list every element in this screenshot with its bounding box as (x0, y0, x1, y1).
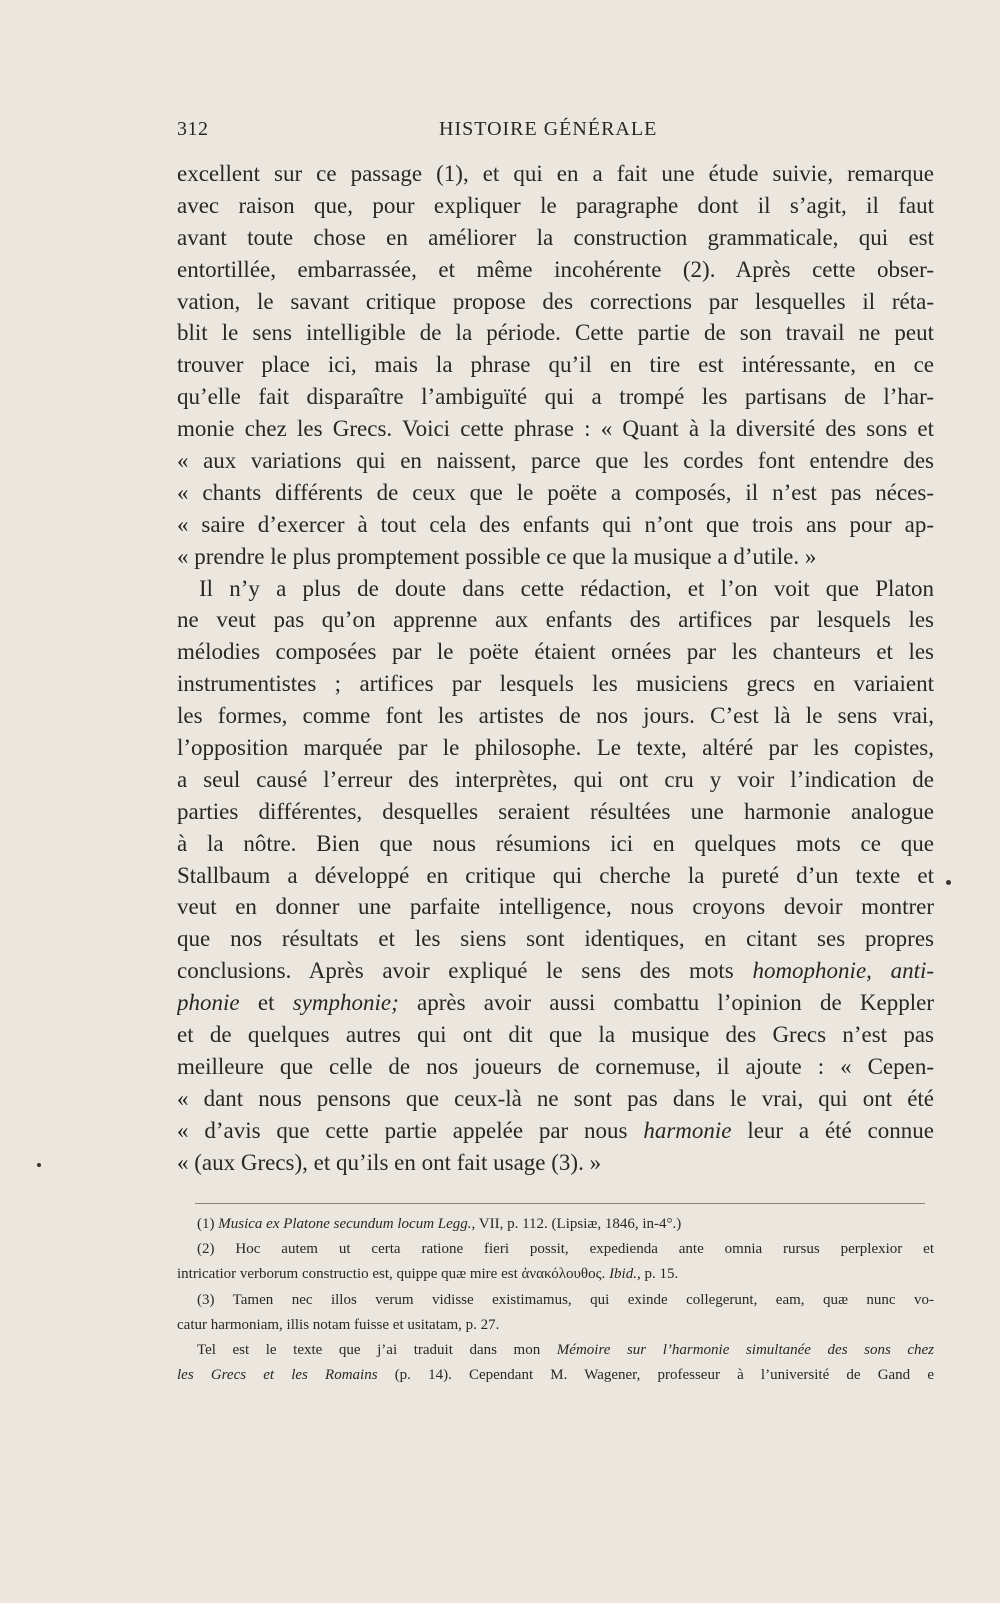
text-line: avant toute chose en améliorer la construction grammaticale, qui est (177, 224, 934, 250)
text-line: Il n’y a plus de doute dans cette rédaction, et l’on voit que Platon (199, 575, 934, 601)
ink-speck (946, 880, 951, 885)
main-text (177, 158, 934, 1179)
italic-term: Mémoire sur l’harmonie simultanée des sons chez (556, 1341, 934, 1358)
text-run: et (257, 990, 275, 1016)
footnote-1 (177, 1212, 934, 1237)
footnote-4-cont (177, 1363, 934, 1388)
running-head: HISTOIRE GÉNÉRALE (439, 118, 658, 140)
text-line: « saire d’exercer à tout cela des enfants qui n’ont que trois ans pour ap- (177, 511, 934, 537)
text-line: excellent sur ce passage (1), et qui en a fait une étude suivie, remarque (177, 161, 934, 186)
text-line: avec raison que, pour expliquer le paragraphe dont il s’agit, il faut (177, 192, 934, 218)
footnote-2: (2) Hoc autem ut certa ratione fieri possit, expedienda ante omnia rursus perplexior et (197, 1241, 934, 1258)
italic-term: les Grecs et les Romains (177, 1367, 378, 1384)
text-line: entortillée, embarrassée, et même incohérente (2). Après cette obser- (177, 256, 934, 282)
text-line: « dant nous pensons que ceux-là ne sont pas dans le vrai, qui ont été (177, 1085, 934, 1111)
text-line: parties différentes, desquelles seraient résultées une harmonie analogue (177, 798, 934, 824)
page-number: 312 (177, 118, 209, 140)
italic-term: Musica ex Platone secundum locum Legg., (218, 1216, 476, 1232)
text-run: « d’avis que cette partie appelée par nous (177, 1117, 628, 1143)
footnote-3-cont: catur harmoniam, illis notam fuisse et usitatam, p. 27. (177, 1316, 500, 1333)
text-line: meilleure que celle de nos joueurs de cornemuse, il ajoute : « Cepen- (177, 1053, 934, 1079)
text-run: intricatior verborum constructio est, quippe quæ mire est ἀνακόλουθος. (177, 1266, 606, 1283)
text-line: ne veut pas qu’on apprenne aux enfants des artifices par lesquels les (177, 607, 934, 633)
footnote-3: (3) Tamen nec illos verum vidisse existimamus, qui exinde collegerunt, eam, quæ nunc vo- (197, 1291, 934, 1308)
ink-speck (37, 1163, 41, 1167)
text-line: blit le sens intelligible de la période. Cette partie de son travail ne peut (177, 320, 934, 346)
italic-term: phonie (177, 990, 240, 1016)
text-run: après avoir aussi combattu l’opinion de Keppler (417, 990, 934, 1016)
text-line: mélodies composées par le poëte étaient ornées par les chanteurs et les (177, 639, 934, 665)
text-line: a seul causé l’erreur des interprètes, qui ont cru y voir l’indication de (177, 766, 934, 792)
text-line: instrumentistes ; artifices par lesquels les musiciens grecs en variaient (177, 671, 934, 697)
text-line: monie chez les Grecs. Voici cette phrase : « Quant à la diversité des sons et (177, 416, 934, 442)
text-line: qu’elle fait disparaître l’ambiguïté qui a trompé les partisans de l’har- (177, 384, 934, 410)
text-line: « aux variations qui en naissent, parce que les cordes font entendre des (177, 448, 934, 474)
footnote-2-cont (177, 1262, 934, 1287)
text-line: « prendre le plus promptement possible ce que la musique a d’utile. » (177, 543, 817, 569)
text-line (177, 955, 934, 987)
footnote-4 (177, 1338, 934, 1363)
footnotes (177, 1212, 934, 1388)
text-line: « (aux Grecs), et qu’ils en ont fait usage (3). » (177, 1149, 602, 1175)
text-line: Stallbaum a développé en critique qui cherche la pureté d’un texte et (177, 862, 934, 888)
text-line: l’opposition marquée par le philosophe. Le texte, altéré par les copistes, (177, 735, 934, 761)
text-run: leur a été connue (747, 1117, 934, 1143)
text-run: p. 15. (644, 1266, 679, 1283)
footnote-number: (1) (197, 1216, 215, 1232)
text-run: Tel est le texte que j’ai traduit dans mon (197, 1341, 541, 1358)
text-line: veut en donner une parfaite intelligence, nous croyons devoir montrer (177, 894, 934, 920)
text-line: vation, le savant critique propose des corrections par lesquelles il réta- (177, 288, 934, 314)
italic-term: homophonie, anti- (752, 958, 934, 984)
text-line (177, 987, 934, 1019)
text-line: trouver place ici, mais la phrase qu’il en tire est intéressante, en ce (177, 352, 934, 378)
text-run: conclusions. Après avoir expliqué le sens des mots (177, 958, 734, 984)
italic-term: Ibid., (609, 1266, 641, 1283)
text-line: et de quelques autres qui ont dit que la musique des Grecs n’est pas (177, 1022, 934, 1048)
text-line: que nos résultats et les siens sont identiques, en citant ses propres (177, 926, 934, 952)
text-line: à la nôtre. Bien que nous résumions ici en quelques mots ce que (177, 830, 934, 856)
text-line: les formes, comme font les artistes de nos jours. C’est là le sens vrai, (177, 703, 934, 729)
text-run: (p. 14). Cependant M. Wagener, professeur à l’université de Gand e (394, 1367, 934, 1384)
page-header (177, 118, 934, 148)
text-line: « chants différents de ceux que le poëte a composés, il n’est pas néces- (177, 479, 934, 505)
text-line (177, 1115, 934, 1147)
footnote-rule (195, 1203, 925, 1204)
italic-term: harmonie (643, 1117, 732, 1143)
italic-term: symphonie; (292, 990, 399, 1016)
text-run: VII, p. 112. (Lipsiæ, 1846, in-4°.) (478, 1216, 682, 1232)
